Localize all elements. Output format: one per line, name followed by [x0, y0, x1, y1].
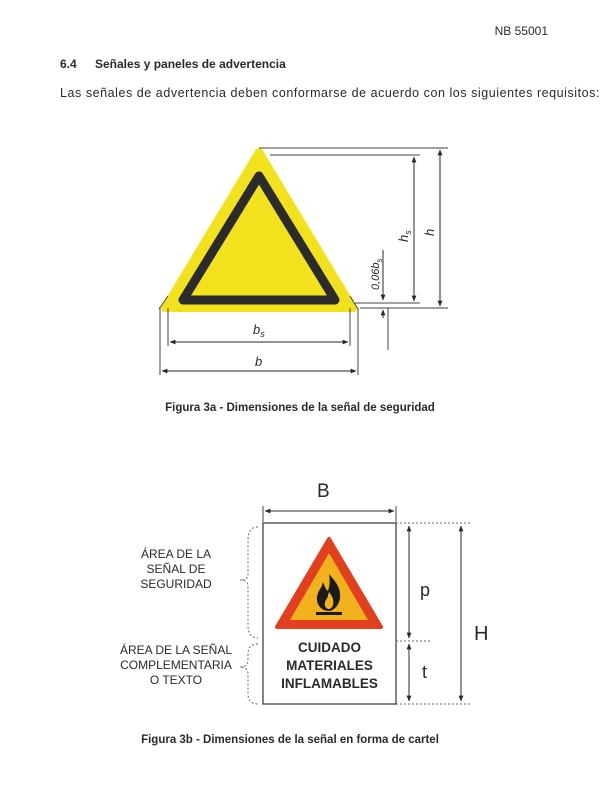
b-label: b: [255, 354, 263, 369]
h-label: h: [422, 228, 437, 236]
section-number: 6.4: [60, 57, 77, 71]
safety-area-label: ÁREA DE LA SEÑAL DE SEGURIDAD: [140, 547, 212, 591]
t-label: t: [422, 662, 428, 682]
figure-3b-caption: Figura 3b - Dimensiones de la señal en forma de cartel: [141, 734, 439, 746]
complementary-area-brace: [240, 644, 258, 704]
document-number: NB 55001: [494, 24, 548, 38]
section-title: Señales y paneles de advertencia: [95, 57, 286, 71]
p-label: p: [420, 580, 431, 600]
figure-3a-caption: Figura 3a - Dimensiones de la señal de seguridad: [165, 402, 435, 414]
intro-paragraph: Las señales de advertencia deben conformarse de acuerdo con los siguientes requisitos:: [60, 86, 600, 100]
hs-label: $h_s$: [396, 230, 413, 242]
B-label: B: [317, 481, 330, 502]
safety-area-brace: [240, 527, 258, 638]
bs-label: $b_s$: [253, 322, 265, 339]
margin-label: $0,06b_s$: [370, 258, 384, 290]
complementary-area-label: ÁREA DE LA SEÑAL COMPLEMENTARIA O TEXTO: [119, 643, 233, 687]
sign-warning-text: CUIDADO MATERIALES INFLAMABLES: [281, 640, 378, 691]
H-label: H: [474, 623, 489, 645]
